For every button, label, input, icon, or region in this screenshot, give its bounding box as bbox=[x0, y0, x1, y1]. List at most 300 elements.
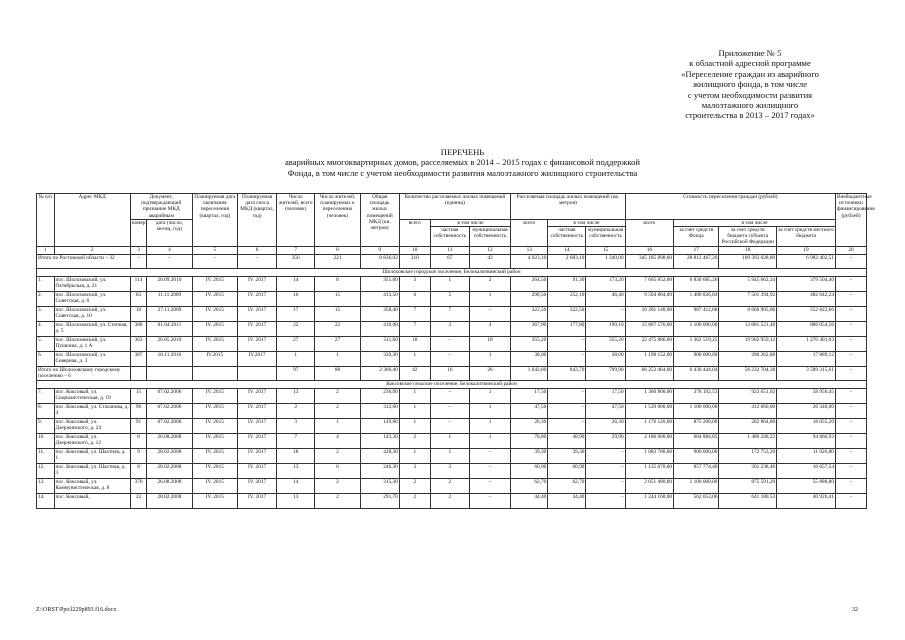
table-cell: IV. 2017 bbox=[238, 321, 277, 336]
table-cell: IV. 2015 bbox=[192, 276, 237, 291]
table-cell: 799,90 bbox=[586, 366, 625, 380]
table-row bbox=[37, 448, 867, 463]
table-cell: 28.02.2008 bbox=[147, 448, 192, 463]
table-row bbox=[37, 463, 867, 478]
table-cell: – bbox=[586, 463, 625, 478]
table-cell: 4 023,10 bbox=[511, 254, 548, 268]
table-cell: 26.08.2008 bbox=[147, 433, 192, 448]
table-cell: 843,70 bbox=[548, 366, 586, 380]
table-cell: – bbox=[430, 388, 469, 403]
table-cell: 2 366,40 bbox=[360, 366, 399, 380]
table-cell: 17 889,12 bbox=[777, 351, 836, 366]
column-number: 20 bbox=[835, 246, 866, 254]
table-cell: 07.02.2006 bbox=[147, 388, 192, 403]
table-cell: пос. Шолоховский, ул. Пушкина, д. 1 А bbox=[54, 336, 130, 351]
table-cell: 1 480 826,84 bbox=[674, 291, 719, 306]
column-number: 14 bbox=[548, 246, 586, 254]
header-cell: Количество расселяемых жилых помещений (единиц) bbox=[399, 194, 510, 220]
table-cell: 252,10 bbox=[548, 291, 586, 306]
appendix-line: к областной адресной программе bbox=[689, 58, 811, 69]
table-cell: 3 bbox=[430, 463, 469, 478]
table-cell: 29,90 bbox=[586, 433, 625, 448]
table-cell: 875 200,00 bbox=[674, 418, 719, 433]
table-cell: 22 bbox=[277, 321, 315, 336]
header-cell: за счет средств Фонда bbox=[674, 227, 719, 247]
table-cell: пос. Коксовый, ул. Шахтная, д. 1 bbox=[54, 448, 130, 463]
table-cell: 27 bbox=[315, 336, 360, 351]
table-cell: – bbox=[430, 351, 469, 366]
table-cell: 15 bbox=[315, 291, 360, 306]
appendix-line: с учетом необходимости развития bbox=[687, 89, 813, 100]
table-cell: 22 475 886,00 bbox=[625, 336, 673, 351]
table-cell: 12. bbox=[37, 463, 55, 478]
table-cell: 388 bbox=[130, 321, 146, 336]
total-row bbox=[37, 366, 867, 380]
table-cell: IV. 2017 bbox=[238, 418, 277, 433]
table-cell: 413,50 bbox=[360, 291, 399, 306]
table-cell: 1 486 248,22 bbox=[719, 433, 777, 448]
table-cell: 60,90 bbox=[511, 463, 548, 478]
table-cell: пос. Шолоховский, ул. Советская, д. 6 bbox=[54, 291, 130, 306]
table-row bbox=[37, 336, 867, 351]
table-cell: 7 605 852,00 bbox=[625, 276, 673, 291]
table-cell: 78,80 bbox=[511, 433, 548, 448]
table-cell: 9 504 864,00 bbox=[625, 291, 673, 306]
table-cell: 42 bbox=[399, 366, 430, 380]
table-cell: 1 100 000,00 bbox=[674, 478, 719, 493]
column-number: 5 bbox=[192, 246, 237, 254]
table-cell: – bbox=[469, 493, 510, 508]
table-cell: – bbox=[586, 478, 625, 493]
table-cell: 7 561 394,92 bbox=[719, 291, 777, 306]
table-cell: 1. bbox=[37, 276, 55, 291]
header-cell: Число жителей, всего (человек) bbox=[277, 194, 315, 247]
table-cell: – bbox=[469, 306, 510, 321]
table-cell: 322,50 bbox=[548, 306, 586, 321]
table-cell: пос. Шолоховский, ул. Степная, д. 5 bbox=[54, 321, 130, 336]
table-cell: 13 bbox=[277, 463, 315, 478]
table-cell: IV. 2017 bbox=[238, 388, 277, 403]
column-number: 19 bbox=[777, 246, 836, 254]
appendix-line: Приложение № 5 bbox=[718, 48, 782, 58]
table-cell: 6 430 444,04 bbox=[674, 366, 719, 380]
table-cell: 236,00 bbox=[360, 388, 399, 403]
table-cell: 26.05.2010 bbox=[147, 336, 192, 351]
table-cell: IV. 2017 bbox=[238, 291, 277, 306]
table-cell: 886 054,56 bbox=[777, 321, 836, 336]
table-cell: 58 956,45 bbox=[777, 388, 836, 403]
table-cell: пос. Шолоховский, ул. Советская, д. 10 bbox=[54, 306, 130, 321]
table-cell: IV.2015 bbox=[192, 351, 237, 366]
table-cell: 91 bbox=[130, 418, 146, 433]
table-cell: 47,50 bbox=[511, 403, 548, 418]
table-cell: 14 bbox=[277, 276, 315, 291]
header-cell: в том числе bbox=[674, 219, 836, 226]
table-cell: 3 bbox=[430, 321, 469, 336]
section-heading: Коксовское сельское поселение, Белокалитвинский район bbox=[37, 380, 867, 388]
header-cell: Число жителей, планируемых к переселению (человек) bbox=[315, 194, 360, 247]
table-cell: 7. bbox=[37, 388, 55, 403]
column-number: 9 bbox=[360, 246, 399, 254]
header-cell: всего bbox=[625, 219, 673, 246]
table-cell: 1 bbox=[277, 351, 315, 366]
table-cell: 14 bbox=[277, 478, 315, 493]
table-cell: 298,50 bbox=[511, 291, 548, 306]
table-cell: пос. Коксовый, ул. Дзержинского, д. 24 bbox=[54, 418, 130, 433]
table-cell: 2 bbox=[399, 433, 430, 448]
table-cell: 3 bbox=[399, 463, 430, 478]
table-cell: 1 360 800,00 bbox=[625, 388, 673, 403]
table-cell: 60,90 bbox=[548, 463, 586, 478]
table-cell: 27 bbox=[277, 336, 315, 351]
table-cell: 47,50 bbox=[586, 403, 625, 418]
table-cell: 1 bbox=[315, 418, 360, 433]
table-cell: пос. Коксовый, ул. Шахтная, д. 3 bbox=[54, 463, 130, 478]
section-heading-row bbox=[37, 380, 867, 388]
column-number: 2 bbox=[54, 246, 130, 254]
table-cell: 11.11.2009 bbox=[147, 291, 192, 306]
table-cell: 345 185 898,60 bbox=[625, 254, 673, 268]
table-cell: 16 bbox=[430, 366, 469, 380]
table-cell: 8 bbox=[130, 433, 146, 448]
table-cell: – bbox=[469, 448, 510, 463]
table-cell: 18 bbox=[469, 336, 510, 351]
table-cell: 6 bbox=[399, 291, 430, 306]
table-cell: 28.02.2008 bbox=[147, 493, 192, 508]
table-cell: 88 bbox=[315, 366, 360, 380]
table-cell: 10 201 140,00 bbox=[625, 306, 673, 321]
table-cell: – bbox=[586, 306, 625, 321]
table-row bbox=[37, 403, 867, 418]
table-cell: 18 055,20 bbox=[777, 418, 836, 433]
table-cell: – bbox=[835, 291, 866, 306]
table-cell: 2 bbox=[315, 493, 360, 508]
table-cell: 1 bbox=[430, 433, 469, 448]
table-cell: 39,30 bbox=[548, 448, 586, 463]
header-cell: № п/п bbox=[37, 194, 55, 247]
table-cell bbox=[130, 366, 146, 380]
appendix-line: жилищного фонда, в том числе bbox=[692, 79, 808, 90]
table-cell: 2 bbox=[315, 478, 360, 493]
table-row bbox=[37, 493, 867, 508]
table-cell: 15 867 576,00 bbox=[625, 321, 673, 336]
table-cell: 210 bbox=[399, 254, 430, 268]
header-cell: за счет средств местного бюджета bbox=[777, 227, 836, 247]
table-cell: 83 bbox=[130, 291, 146, 306]
table-row bbox=[37, 388, 867, 403]
table-cell: 387 bbox=[130, 351, 146, 366]
table-cell: IV. 2017 bbox=[238, 336, 277, 351]
column-number: 15 bbox=[586, 246, 625, 254]
table-cell: пос. Шолоховский, ул. Октябрьская, д. 21 bbox=[54, 276, 130, 291]
table-cell: пос. Коксовый, ул. Социалистическая, д. 19 bbox=[54, 388, 130, 403]
table-cell: 13 bbox=[277, 388, 315, 403]
table-cell: IV. 2017 bbox=[238, 493, 277, 508]
table-cell: 3 589 315,61 bbox=[777, 366, 836, 380]
table-cell: 18 bbox=[399, 336, 430, 351]
table-cell: 8 bbox=[130, 463, 146, 478]
table-cell: 1 100 000,00 bbox=[674, 321, 719, 336]
table-cell: 26 bbox=[469, 366, 510, 380]
table-cell: 1 270 401,03 bbox=[777, 336, 836, 351]
table-cell: – bbox=[835, 418, 866, 433]
table-cell: 177,80 bbox=[548, 321, 586, 336]
table-cell: – bbox=[586, 493, 625, 508]
column-number: 13 bbox=[511, 246, 548, 254]
header-cell: за счет средств бюджета субъекта Российской Федерации bbox=[719, 227, 777, 247]
table-cell: пос. Коксовый, ул. Дзержинского, д. 12 bbox=[54, 433, 130, 448]
table-cell: – bbox=[835, 306, 866, 321]
table-cell: 143,30 bbox=[360, 433, 399, 448]
table-cell: 5. bbox=[37, 336, 55, 351]
table-cell: 2 bbox=[399, 478, 430, 493]
header-cell: Расселяемая площадь жилых помещений (кв. метров) bbox=[511, 194, 625, 220]
total-row bbox=[37, 254, 867, 268]
table-cell: 1 244 160,00 bbox=[625, 493, 673, 508]
table-cell: 370 bbox=[130, 478, 146, 493]
table-cell: 410,00 bbox=[360, 321, 399, 336]
table-cell: пос. Коксовый, ул. Стаханова, д. 4 bbox=[54, 403, 130, 418]
table-cell: – bbox=[238, 254, 277, 268]
header-cell: номер bbox=[130, 219, 146, 246]
table-cell: 987 412,68 bbox=[674, 306, 719, 321]
table-cell: 67 bbox=[430, 254, 469, 268]
table-cell bbox=[147, 366, 192, 380]
header-cell: муниципальная собственность bbox=[469, 227, 510, 247]
table-cell: 379 504,40 bbox=[777, 276, 836, 291]
table-cell: – bbox=[548, 403, 586, 418]
header-cell: дата (число, месяц, год) bbox=[147, 219, 192, 246]
table-cell: 62,70 bbox=[511, 478, 548, 493]
file-path: Z:\ORST\Ppo\l229p893.f16.docx bbox=[36, 607, 117, 613]
table-cell: IV. 2017 bbox=[238, 478, 277, 493]
table-cell: пос. Коксовый, ул. Коммунистическая, д. 8 bbox=[54, 478, 130, 493]
table-cell: 1 340,00 bbox=[586, 254, 625, 268]
table-cell: 01.04.2011 bbox=[147, 321, 192, 336]
table-cell: 6 830 685,26 bbox=[674, 276, 719, 291]
table-cell: – bbox=[835, 448, 866, 463]
table-cell: 1 bbox=[315, 351, 360, 366]
table-cell: 14. bbox=[37, 493, 55, 508]
table-cell: 562 053,06 bbox=[674, 493, 719, 508]
table-cell bbox=[192, 366, 237, 380]
header-cell: Внебюджетные источники финансирования (рублей) bbox=[835, 194, 866, 247]
table-cell: 1 bbox=[399, 403, 430, 418]
table-cell: 552 822,66 bbox=[777, 306, 836, 321]
table-cell: 07.02.2006 bbox=[147, 403, 192, 418]
table-cell: 10. bbox=[37, 433, 55, 448]
table-cell: 55 888,80 bbox=[777, 478, 836, 493]
table-cell: 28 812 467,20 bbox=[674, 254, 719, 268]
column-number: 12 bbox=[469, 246, 510, 254]
table-cell: 8 bbox=[315, 276, 360, 291]
table-cell: 43 bbox=[469, 254, 510, 268]
table-cell: 16 bbox=[277, 291, 315, 306]
table-cell: 5 945 662,34 bbox=[719, 276, 777, 291]
table-cell: 604 884,85 bbox=[674, 433, 719, 448]
table-cell: 511,60 bbox=[360, 336, 399, 351]
table-cell: 261 238,46 bbox=[719, 463, 777, 478]
table-cell: – bbox=[586, 448, 625, 463]
table-cell: 13 881 521,48 bbox=[719, 321, 777, 336]
table-cell: 7 bbox=[399, 321, 430, 336]
table-cell: – bbox=[835, 478, 866, 493]
column-number: 10 bbox=[399, 246, 430, 254]
table-cell: 641 180,53 bbox=[719, 493, 777, 508]
table-cell: – bbox=[835, 403, 866, 418]
table-cell: IV. 2015 bbox=[192, 403, 237, 418]
table-cell: 38,00 bbox=[511, 351, 548, 366]
table-cell: 20.09.2010 bbox=[147, 276, 192, 291]
table-cell: 428,30 bbox=[360, 448, 399, 463]
table-cell: 320,30 bbox=[360, 351, 399, 366]
table-cell: IV. 2015 bbox=[192, 291, 237, 306]
table-cell: IV. 2017 bbox=[238, 306, 277, 321]
table-cell: пос. Коксовый, bbox=[54, 493, 130, 508]
table-cell: 27.11.2009 bbox=[147, 306, 192, 321]
table-cell: 94 866,93 bbox=[777, 433, 836, 448]
table-cell: 2 bbox=[315, 403, 360, 418]
table-cell: 07.02.2006 bbox=[147, 418, 192, 433]
table-cell: 149,80 bbox=[360, 418, 399, 433]
table-cell: 17,50 bbox=[586, 388, 625, 403]
table-body bbox=[37, 254, 867, 508]
table-cell: 1 bbox=[399, 448, 430, 463]
table-cell: 356 bbox=[277, 254, 315, 268]
table-cell: 26,30 bbox=[586, 418, 625, 433]
register-table bbox=[36, 193, 875, 509]
table-cell: 1 083 780,00 bbox=[625, 448, 673, 463]
header-cell: всего bbox=[511, 219, 548, 246]
table-cell: 62,70 bbox=[548, 478, 586, 493]
table-cell: 10.11.2010 bbox=[147, 351, 192, 366]
table-cell: IV. 2015 bbox=[192, 448, 237, 463]
table-cell: 875 591,20 bbox=[719, 478, 777, 493]
table-cell: 900 000,00 bbox=[674, 351, 719, 366]
table-cell: 3 bbox=[277, 418, 315, 433]
appendix-note bbox=[600, 48, 900, 121]
appendix-line: «Переселение граждан из аварийного bbox=[681, 68, 819, 79]
appendix-line: малоэтажного жилищного bbox=[701, 100, 799, 111]
table-cell: – bbox=[430, 418, 469, 433]
table-cell: 10 bbox=[130, 306, 146, 321]
table-cell: 38,00 bbox=[586, 351, 625, 366]
table-cell: 8. bbox=[37, 403, 55, 418]
table-cell: IV. 2015 bbox=[192, 493, 237, 508]
table-cell: 13. bbox=[37, 478, 55, 493]
header-cell: Стоимость переселения граждан (рублей) bbox=[625, 194, 835, 220]
table-cell: 4 bbox=[315, 433, 360, 448]
table-cell: 8 660 905,06 bbox=[719, 306, 777, 321]
table-cell: – bbox=[548, 336, 586, 351]
table-cell: – bbox=[130, 254, 146, 268]
table-cell: 5 bbox=[430, 291, 469, 306]
table-cell: – bbox=[835, 463, 866, 478]
table-cell: 4. bbox=[37, 321, 55, 336]
table-cell: 1 bbox=[430, 448, 469, 463]
table-row bbox=[37, 418, 867, 433]
table-cell: 1 643,60 bbox=[511, 366, 548, 380]
table-cell: 1 135 670,00 bbox=[625, 463, 673, 478]
table-cell: 17 bbox=[277, 306, 315, 321]
table-cell: 264,50 bbox=[511, 276, 548, 291]
table-cell: 1 176 120,00 bbox=[625, 418, 673, 433]
table-cell: – bbox=[430, 403, 469, 418]
table-cell: IV. 2017 bbox=[238, 403, 277, 418]
table-row bbox=[37, 306, 867, 321]
table-cell: 190,10 bbox=[586, 321, 625, 336]
title-heading: ПЕРЕЧЕНЬ bbox=[440, 147, 485, 157]
column-number: 17 bbox=[674, 246, 719, 254]
table-cell: 15 bbox=[130, 388, 146, 403]
table-cell: – bbox=[548, 388, 586, 403]
table-cell: 1 bbox=[430, 276, 469, 291]
table-cell: 7 bbox=[430, 306, 469, 321]
title-subheading: аварийных многоквартирных домов, расселяемых в 2014 – 2015 годах с финансовой поддержкой bbox=[284, 157, 641, 168]
table-cell: 9 bbox=[130, 448, 146, 463]
table-cell: 1 bbox=[399, 351, 430, 366]
table-row bbox=[37, 321, 867, 336]
column-number: 1 bbox=[37, 246, 55, 254]
table-cell: 3. bbox=[37, 306, 55, 321]
document-title bbox=[190, 147, 735, 178]
table-cell: IV. 2015 bbox=[192, 418, 237, 433]
table-cell: 2 051 480,00 bbox=[625, 478, 673, 493]
table-row bbox=[37, 351, 867, 366]
table-cell: 2 bbox=[430, 478, 469, 493]
table-cell: – bbox=[548, 418, 586, 433]
table-cell: – bbox=[835, 321, 866, 336]
table-cell: 26.08.2008 bbox=[147, 478, 192, 493]
column-number: 8 bbox=[315, 246, 360, 254]
table-cell: 280 262,88 bbox=[719, 351, 777, 366]
table-cell: 44,40 bbox=[548, 493, 586, 508]
table-cell: 15 bbox=[315, 306, 360, 321]
table-cell: 1 539 000,00 bbox=[625, 403, 673, 418]
section-heading-row bbox=[37, 268, 867, 276]
table-cell: 6 bbox=[315, 463, 360, 478]
table-cell: 857 774,40 bbox=[674, 463, 719, 478]
table-cell: 355,20 bbox=[586, 336, 625, 351]
table-cell: – bbox=[192, 254, 237, 268]
table-cell: 11 026,80 bbox=[777, 448, 836, 463]
table-cell: – bbox=[835, 276, 866, 291]
table-cell: 482 642,24 bbox=[777, 291, 836, 306]
header-cell: частная собственность bbox=[430, 227, 469, 247]
table-cell: 6 982 402,51 bbox=[777, 254, 836, 268]
header-cell: Планируемая дата окончания переселения (квартал, год) bbox=[192, 194, 237, 247]
table-cell: 1 bbox=[469, 433, 510, 448]
table-cell: 1 198 152,00 bbox=[625, 351, 673, 366]
table-cell: 22 bbox=[130, 493, 146, 508]
table-cell: IV. 2017 bbox=[238, 448, 277, 463]
header-cell: Документ, подтверждающий признание МКД аварийным bbox=[130, 194, 192, 220]
column-number: 4 bbox=[147, 246, 192, 254]
table-cell: 1 100 000,00 bbox=[674, 403, 719, 418]
table-cell: 367,90 bbox=[511, 321, 548, 336]
table-cell: 1 bbox=[469, 403, 510, 418]
table-cell: IV. 2015 bbox=[192, 463, 237, 478]
header-cell: муниципальная собственность bbox=[586, 227, 625, 247]
table-cell: 246,30 bbox=[360, 463, 399, 478]
table-cell: 66 253 464,00 bbox=[625, 366, 673, 380]
table-cell: 2 bbox=[430, 493, 469, 508]
table-cell: 351,60 bbox=[360, 276, 399, 291]
column-number: 16 bbox=[625, 246, 673, 254]
table-cell: 44,40 bbox=[511, 493, 548, 508]
table-cell: 18 bbox=[277, 448, 315, 463]
table-cell: 1 bbox=[469, 388, 510, 403]
